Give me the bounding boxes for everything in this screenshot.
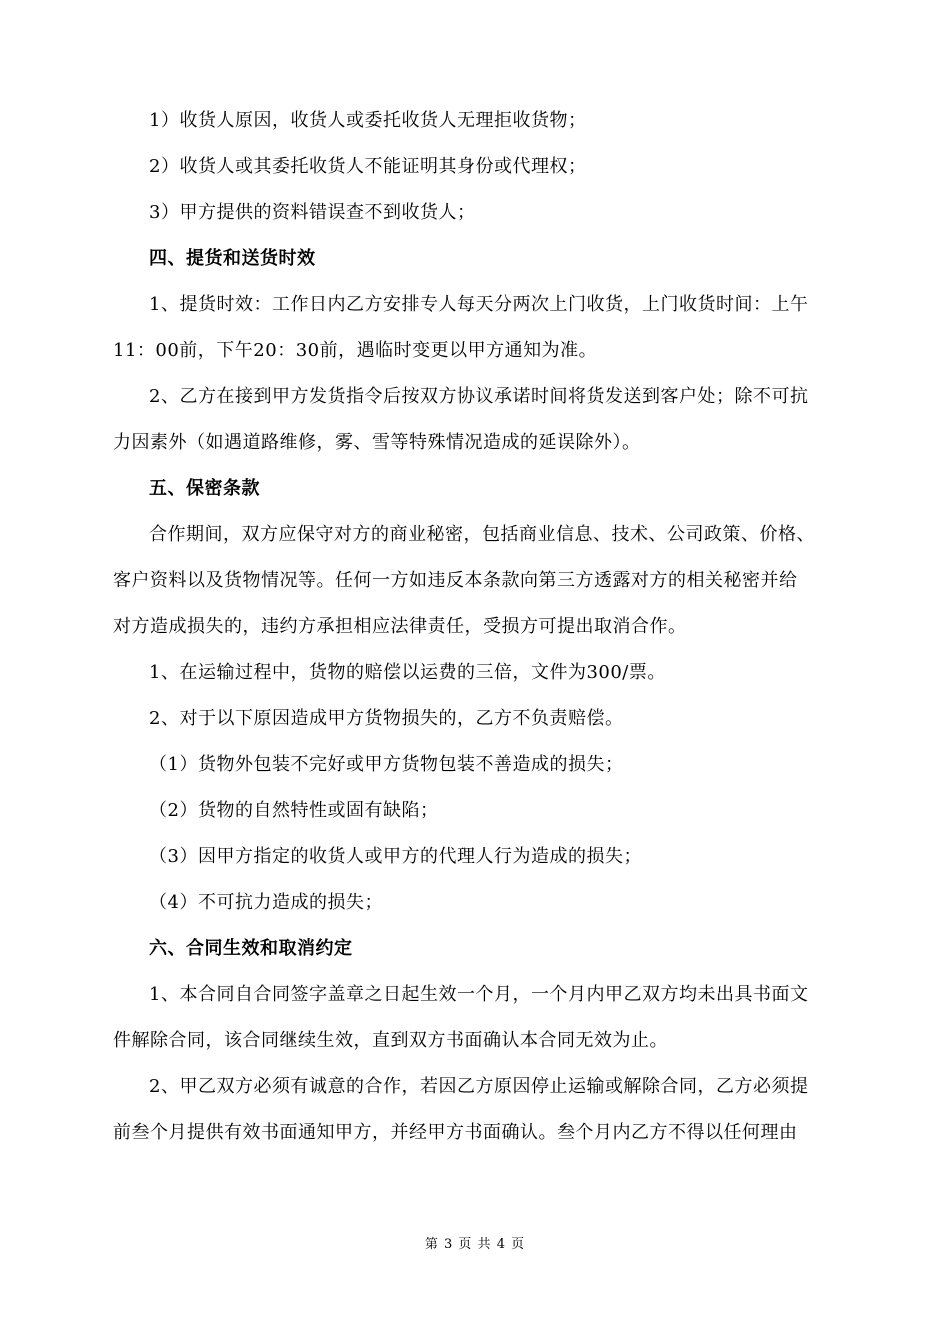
text-line: 力因素外（如遇道路维修，雾、雪等特殊情况造成的延误除外）。 [113,432,641,453]
text-line: （1）货物外包装不完好或甲方货物包装不善造成的损失； [149,754,624,775]
text-line: 客户资料以及货物情况等。任何一方如违反本条款向第三方透露对方的相关秘密并给 [113,570,798,591]
text-line: （3）因甲方指定的收货人或甲方的代理人行为造成的损失； [149,846,642,867]
text-line: 1、提货时效：工作日内乙方安排专人每天分两次上门收货，上门收货时间：上午 [149,294,809,315]
text-line: 1）收货人原因，收货人或委托收货人无理拒收货物； [149,110,587,131]
text-line: 1、在运输过程中，货物的赔偿以运费的三倍，文件为300/票。 [149,662,666,683]
text-line: 前叁个月提供有效书面通知甲方，并经甲方书面确认。叁个月内乙方不得以任何理由 [113,1122,798,1143]
page-footer [0,1233,950,1252]
text-line: 3）甲方提供的资料错误查不到收货人； [149,202,476,223]
section-heading [113,936,838,962]
paragraph [113,292,838,364]
text-line: 四、提货和送货时效 [149,248,316,269]
text-line: （4）不可抗力造成的损失； [149,892,383,913]
paragraph [113,200,838,226]
text-line: 五、保密条款 [149,478,260,499]
paragraph [113,660,838,686]
section-heading [113,476,838,502]
text-line: 11：00前，下午20：30前，遇临时变更以甲方通知为准。 [113,340,598,361]
text-line: 2、乙方在接到甲方发货指令后按双方协议承诺时间将货发送到客户处；除不可抗 [149,386,809,407]
text-line: 2、对于以下原因造成甲方货物损失的，乙方不负责赔偿。 [149,708,624,729]
text-line: 对方造成损失的，违约方承担相应法律责任，受损方可提出取消合作。 [113,616,687,637]
paragraph [113,890,838,916]
paragraph [113,108,838,134]
document-body [113,108,838,1166]
text-line: 合作期间，双方应保守对方的商业秘密，包括商业信息、技术、公司政策、价格、 [149,524,815,545]
paragraph [113,522,838,640]
paragraph [113,384,838,456]
text-line: 2）收货人或其委托收货人不能证明其身份或代理权； [149,156,587,177]
text-line: 六、合同生效和取消约定 [149,938,353,959]
page-number-text: 第 3 页 共 4 页 [424,1237,526,1252]
paragraph [113,752,838,778]
paragraph [113,706,838,732]
text-line: （2）货物的自然特性或固有缺陷； [149,800,439,821]
text-line: 2、甲乙双方必须有诚意的合作，若因乙方原因停止运输或解除合同，乙方必须提 [149,1076,809,1097]
paragraph [113,1074,838,1146]
paragraph [113,982,838,1054]
paragraph [113,154,838,180]
paragraph [113,844,838,870]
section-heading [113,246,838,272]
text-line: 件解除合同，该合同继续生效，直到双方书面确认本合同无效为止。 [113,1030,668,1051]
text-line: 1、本合同自合同签字盖章之日起生效一个月，一个月内甲乙双方均未出具书面文 [149,984,809,1005]
paragraph [113,798,838,824]
